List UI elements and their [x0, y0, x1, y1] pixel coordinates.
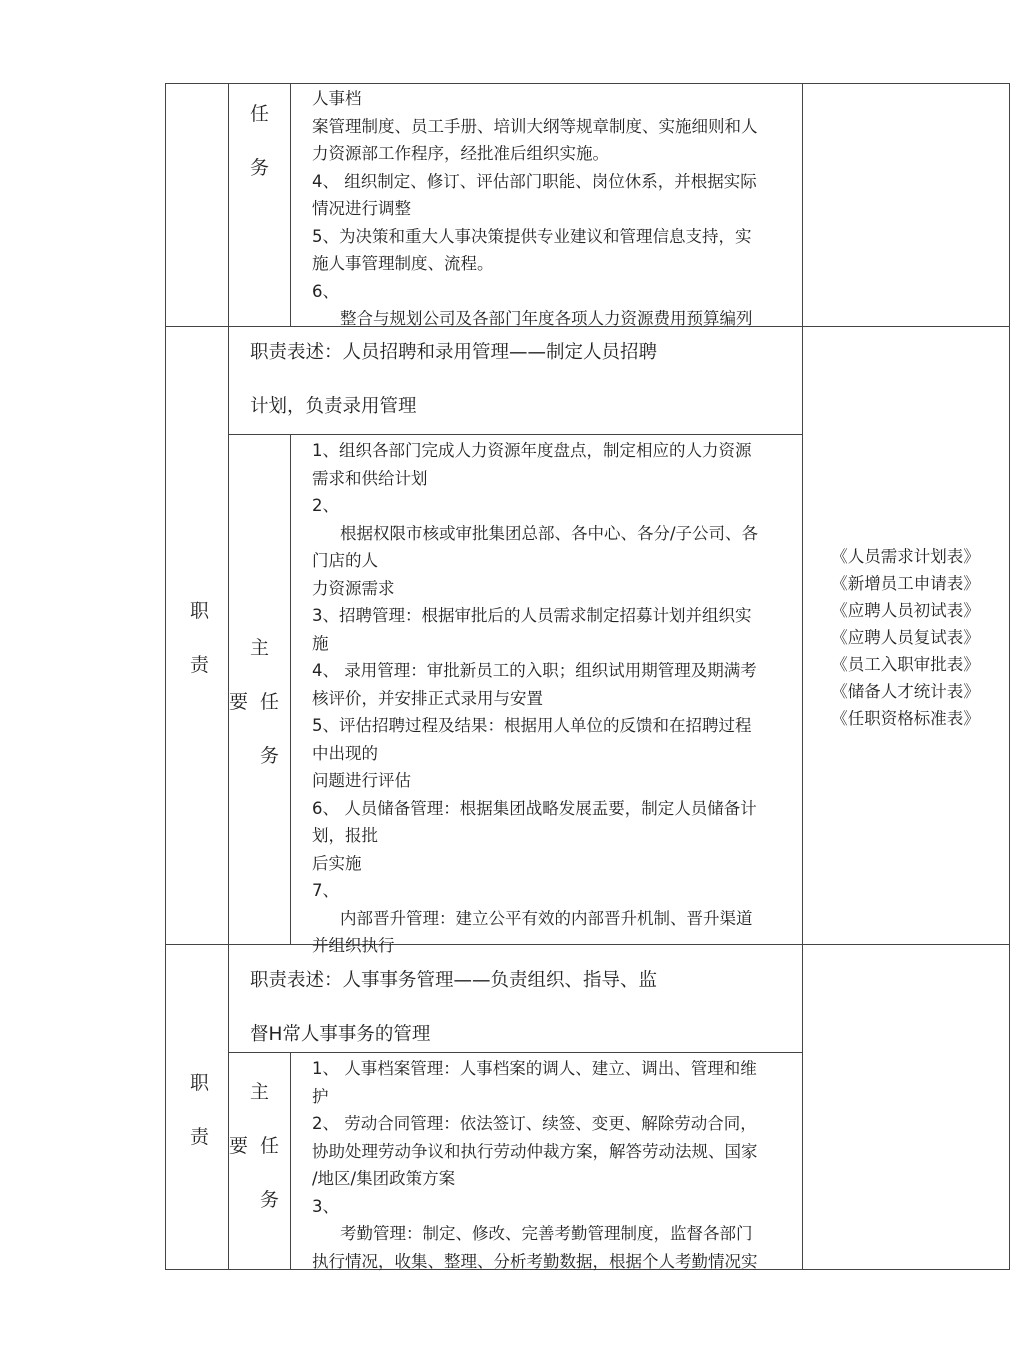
task-line: 划，报批	[312, 826, 378, 845]
task-line: 中出现的	[312, 743, 378, 763]
main-tasks-label-char: 任	[260, 1135, 280, 1157]
task-line: 6、 人员储备管理：根据集团战略发展盂要，制定人员储备计	[312, 798, 757, 818]
task-line: 力资源部工作程序，经批准后组织实施。	[312, 144, 609, 163]
task-line: /地区/集团政策方案	[312, 1169, 456, 1188]
task-line: 核评价，并安排正式录用与安置	[312, 688, 543, 708]
task-line: 2、	[312, 496, 339, 515]
form-name: 《任职资格标准表》	[831, 709, 980, 728]
task-line: 护	[312, 1086, 329, 1106]
table-left-border	[165, 83, 166, 1270]
duty-description-line2: 计划，负责录用管理	[250, 396, 417, 417]
task-line: 3、	[312, 1196, 339, 1216]
task-line: 4、 组织制定、修订、评估部门职能、岗位休系，并根据实际	[312, 171, 757, 191]
main-tasks-label-char: 要	[229, 1135, 249, 1157]
main-tasks-label-char: 务	[260, 745, 280, 767]
form-name: 《人员需求计划表》	[831, 547, 980, 566]
form-name: 《储备人才统计表》	[831, 682, 980, 701]
duty-description-line1: 职责表述：人员招聘和录用管理——制定人员招聘	[250, 342, 658, 363]
col-divider-1	[228, 83, 229, 1270]
task-line: 1、 人事档案管理：人事档案的调人、建立、调出、管理和维	[312, 1059, 757, 1078]
main-tasks-label-char: 要	[229, 691, 249, 713]
form-name: 《应聘人员复试表》	[831, 628, 980, 647]
task-line: 力资源需求	[312, 578, 395, 598]
task-line: 根据权限市核或审批集团总部、各中心、各分/子公司、各	[340, 523, 759, 543]
task-line: 门店的人	[312, 551, 378, 570]
table-right-border	[1009, 83, 1010, 1270]
col-divider-2c	[290, 1052, 291, 1269]
task-line: 施	[312, 633, 329, 653]
duty-label-char: 职	[190, 1072, 210, 1094]
duty-label-char: 责	[190, 1126, 210, 1148]
task-line: 并组织执行	[312, 936, 395, 955]
form-name: 《新增员工申请表》	[831, 574, 980, 593]
task-line: 2、 劳动合同管理：依法签订、续签、变更、解除劳动合同，	[312, 1114, 757, 1133]
task-line: 后实施	[312, 853, 362, 873]
tasks-label-char: 务	[250, 157, 270, 179]
task-line: 5、评估招聘过程及结果：根据用人单位的反馈和在招聘过程	[312, 716, 752, 735]
main-tasks-label-char: 主	[250, 1081, 270, 1103]
task-line: 执行情况，收集、整理、分析考勤数据，根据个人考勤情况实	[312, 1251, 758, 1271]
duty-label-char: 责	[190, 654, 210, 676]
section3-task-list	[312, 1052, 800, 1269]
task-line: 6、	[312, 281, 339, 301]
duty-description-line1: 职责表述：人事事务管理——负责组织、指导、监	[250, 970, 658, 991]
duty-description-line2: 督H常人事事务的管理	[250, 1024, 431, 1045]
main-tasks-label-char: 务	[260, 1189, 280, 1211]
task-line: 整合与规划公司及各部门年度各项人力资源费用预算编列	[340, 309, 753, 328]
task-line: 7、	[312, 881, 339, 900]
main-tasks-label-char: 主	[250, 637, 270, 659]
row-divider-2	[165, 944, 1010, 945]
task-line: 案管理制度、员工手册、培训大纲等规章制度、实施细则和人	[312, 116, 758, 136]
task-line: 1、组织各部门完成人力资源年度盘点，制定相应的人力资源	[312, 441, 752, 460]
task-line: 5、为决策和重大人事决策提供专业建议和管理信息支持，实	[312, 226, 752, 246]
col-divider-2a	[290, 83, 291, 326]
main-tasks-label-char: 任	[260, 691, 280, 713]
tasks-label-char: 任	[250, 103, 270, 125]
duty-label-char: 职	[190, 600, 210, 622]
task-line: 问题进行评估	[312, 771, 411, 790]
task-line: 需求和供给计划	[312, 468, 428, 488]
task-line: 协助处理劳动争议和执行劳动仲裁方案，解答劳动法规、国家	[312, 1141, 758, 1161]
task-line: 施人事管理制度、流程。	[312, 254, 494, 273]
form-name: 《员工入职审批表》	[831, 655, 980, 674]
related-forms-list	[802, 543, 1009, 732]
task-line: 4、 录用管理：审批新员工的入职；组织试用期管理及期满考	[312, 661, 757, 680]
task-line: 考勤管理：制定、修改、完善考勤管理制度，监督各部门	[340, 1224, 753, 1243]
task-line: 情况进行调整	[312, 199, 411, 218]
task-line: 3、招聘管理：根据审批后的人员需求制定招募计划并组织实	[312, 606, 752, 625]
form-name: 《应聘人员初试表》	[831, 601, 980, 620]
section2-task-list	[312, 434, 800, 955]
section1-task-list	[312, 83, 800, 326]
task-line: 人事档	[312, 89, 362, 108]
task-line: 内部晋升管理：建立公平有效的内部晋升机制、晋升渠道	[340, 908, 753, 928]
col-divider-2b	[290, 434, 291, 944]
